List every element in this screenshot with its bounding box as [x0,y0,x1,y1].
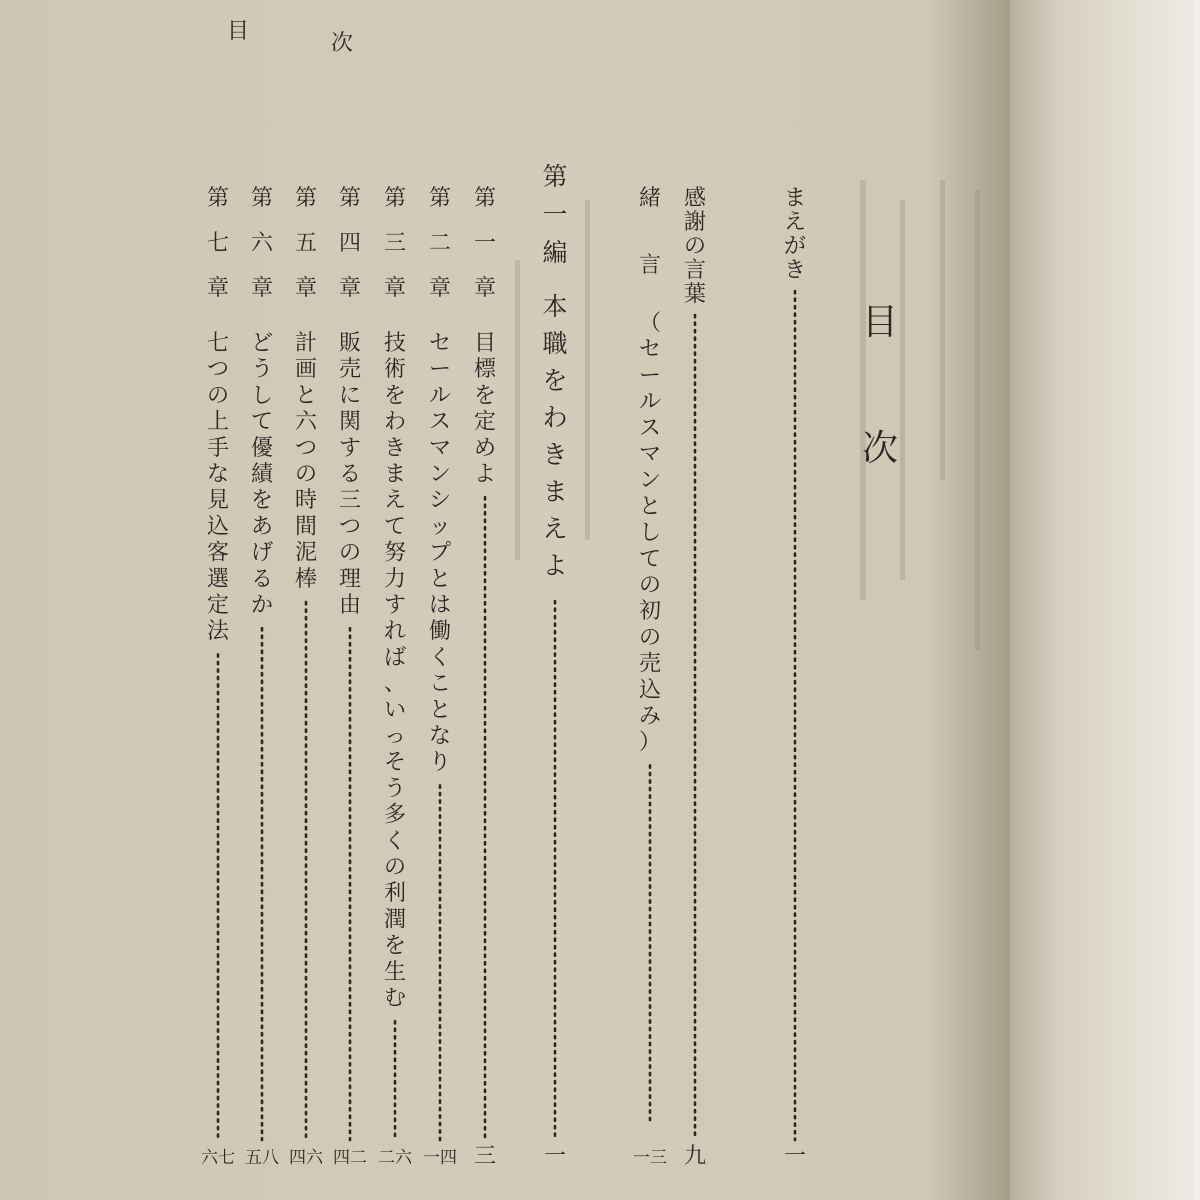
toc-label-9: 第五章 [294,186,318,301]
toc-label-11: 第七章 [206,186,230,301]
toc-subtitle-11: 七つの上手な見込客選定法 [206,331,230,645]
toc-subtitle-6: セールスマンシップとは働くことなり [428,331,452,776]
title-mu: 目 [861,302,899,343]
toc-label-3: 緒 言 [638,186,662,279]
toc-page-number-2: 九 [683,1144,707,1169]
toc-subtitle-10: どうして優績をあげるか [250,331,274,618]
toc-page-number-8: 四二 [333,1148,367,1168]
toc-page-number-10: 五八 [245,1148,279,1168]
toc-label-4: 第一編 [542,162,568,267]
toc-page-number-9: 四六 [289,1148,323,1168]
toc-subtitle-5: 目標を定めよ [473,331,497,487]
toc-page-number-4: 一 [543,1144,567,1169]
toc-label-1: まえがき [783,186,807,283]
title-tsugi: 次 [861,428,899,469]
toc-page-number-6: 一四 [423,1148,457,1168]
running-head-mu: 目 [226,19,250,44]
toc-label-2: 感謝の言葉 [683,186,707,307]
toc-label-5: 第一章 [473,186,497,301]
toc-label-6: 第二章 [428,186,452,301]
toc-subtitle-9: 計画と六つの時間泥棒 [294,331,318,592]
toc-page-number-7: 二六 [378,1148,412,1168]
toc-label-10: 第六章 [250,186,274,301]
toc-subtitle-7: 技術をわきまえて努力すれば、いっそう多くの利潤を生む [383,331,407,1011]
toc-subtitle-4: 本職をわきまえよ [542,292,568,580]
show-through-text [515,180,980,650]
toc-label-8: 第四章 [338,186,362,301]
toc-page-number-11: 六七 [201,1148,235,1168]
toc-page-number-1: 一 [783,1144,807,1169]
running-head-tsugi: 次 [330,31,354,56]
toc-page-number-5: 三 [473,1144,497,1169]
toc-subtitle-8: 販売に関する三つの理由 [338,331,362,618]
toc-label-7: 第三章 [383,186,407,301]
toc-page-number-3: 一三 [633,1148,667,1168]
toc-entries [201,162,806,1169]
toc-subtitle-3: （セールスマンとしての初の売込み） [638,311,662,756]
